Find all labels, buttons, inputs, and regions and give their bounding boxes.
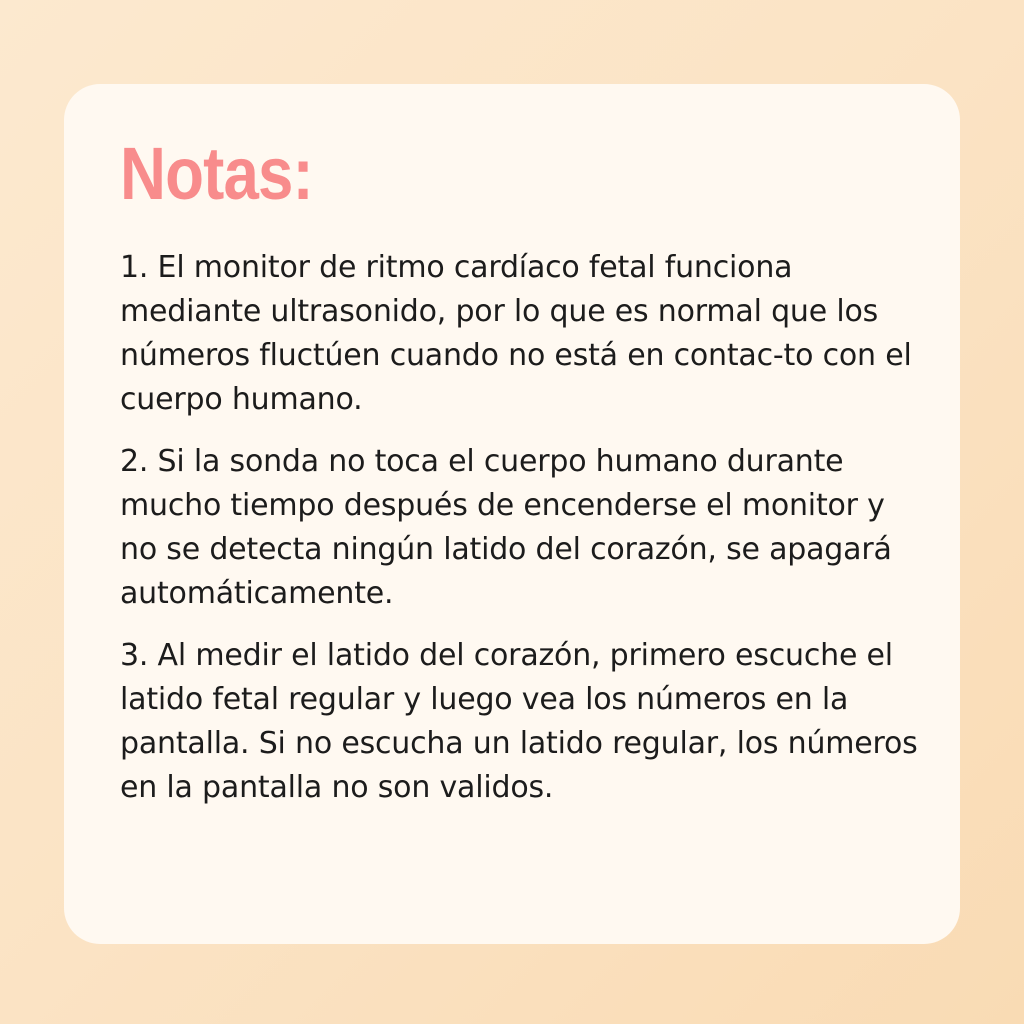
notes-list [120, 246, 920, 810]
note-item-2: 2. Si la sonda no toca el cuerpo humano durante mucho tiempo después de encenderse el monitor y no se detecta ningún latido del corazón, se apagará automáticamente. [120, 444, 892, 611]
note-item-1: 1. El monitor de ritmo cardíaco fetal funciona mediante ultrasonido, por lo que es normal que los números fluctúen cuando no está en contac-to con el cuerpo humano. [120, 250, 912, 417]
note-item-3: 3. Al medir el latido del corazón, primero escuche el latido fetal regular y luego vea los números en la pantalla. Si no escucha un latido regular, los números en la pantalla no son validos. [120, 638, 918, 805]
notes-title: Notas: [120, 132, 313, 215]
notes-card [64, 84, 960, 944]
